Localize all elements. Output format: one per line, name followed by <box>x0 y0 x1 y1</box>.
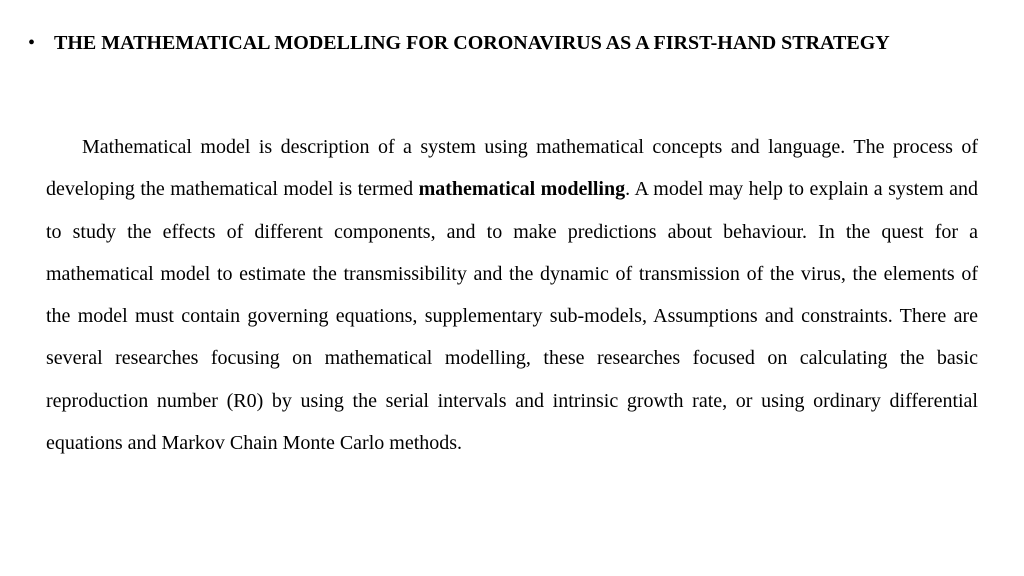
bold-term: mathematical modelling <box>418 178 626 201</box>
paragraph-text-end: . A model may help to explain a system and to study the effects of different components, and to make predictions about behaviour. In the quest for a mathematical model to estimate the transmissibility and the dynamic of transmission of the virus, the elements of the model must contain governing equations, supplementary sub-models, Assumptions and constraints. There are several researches focusing on mathematical modelling, these researches focused on calculating the basic reproduction number (R0) by using the serial intervals and intrinsic growth rate, or using ordinary differential equations and Markov Chain Monte Carlo methods. <box>46 178 978 455</box>
section-heading-row <box>28 22 948 64</box>
bullet-marker: • <box>28 32 36 54</box>
body-paragraph <box>46 126 978 464</box>
paragraph-text-start: Mathematical model is description of a system using mathematical concepts and language. The process of developing the mathematical model is termed <box>46 136 978 201</box>
section-heading: THE MATHEMATICAL MODELLING FOR CORONAVIRUS AS A FIRST-HAND STRATEGY <box>54 32 890 54</box>
